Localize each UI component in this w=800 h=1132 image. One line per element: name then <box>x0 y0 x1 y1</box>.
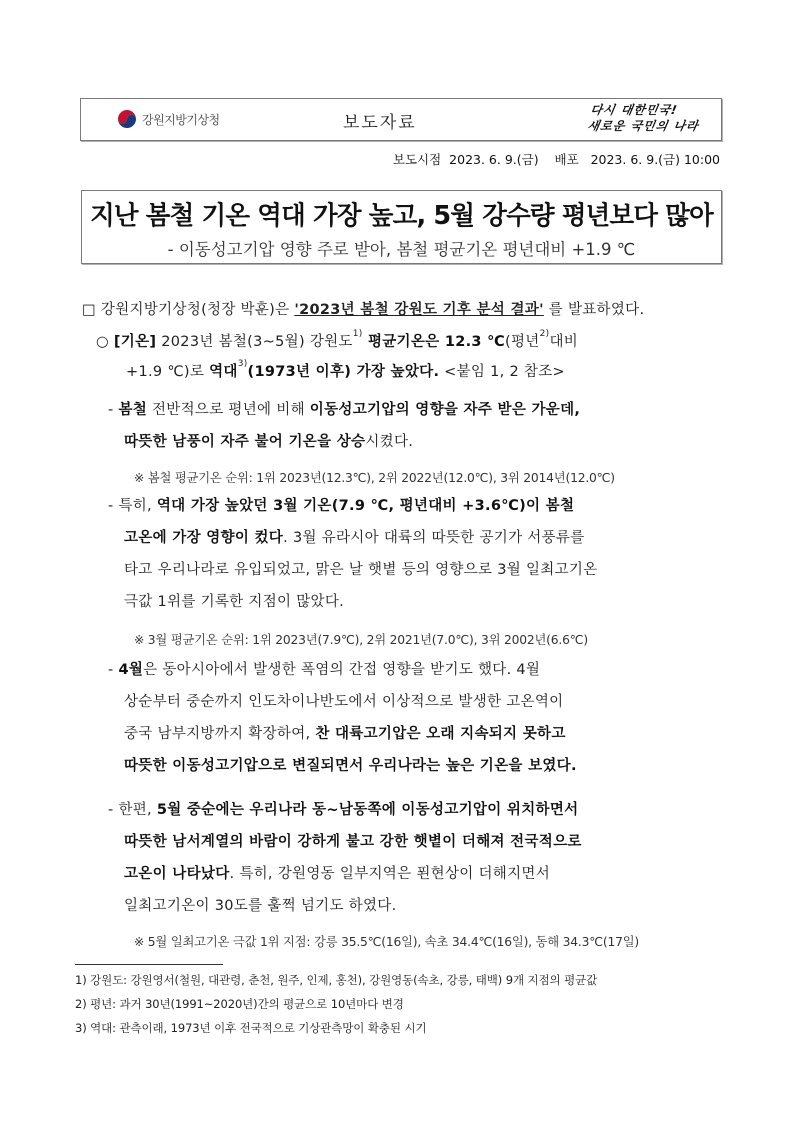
report-time-label: 보도시점 <box>392 152 442 167</box>
detail-item-4-note: ※ 5월 일최고기온 극값 1위 지점: 강릉 35.5℃(16일), 속초 34.4℃(16일), 동해 34.3℃(17일) <box>134 935 639 949</box>
subheadline: - 이동성고기압 영향 주로 받아, 봄철 평균기온 평년대비 +1.9 ℃ <box>167 240 636 259</box>
detail-item-4-line-4: 일최고기온이 30도를 훌쩍 넘기도 하였다. <box>124 898 397 914</box>
report-time-value: 2023. 6. 9.(금) <box>449 152 539 167</box>
detail-item-2-line-3: 타고 우리나라로 유입되었고, 맑은 날 햇볕 등의 영향으로 3월 일최고기온 <box>124 562 598 578</box>
detail-item-3-line-3: 중국 남부지방까지 확장하여, 찬 대륙고기압은 오래 지속되지 못하고 <box>124 726 566 742</box>
detail-item-2-line-1: - 특히, 역대 가장 높았던 3월 기온(7.9 ℃, 평년대비 +3.6℃)이 봄철 <box>108 498 575 514</box>
document-type: 보도자료 <box>343 113 417 133</box>
detail-item-1-line-1: - 봄철 전반적으로 평년에 비해 이동성고기압의 영향을 자주 받은 가운데, <box>108 402 581 418</box>
distribute-value: 2023. 6. 9.(금) 10:00 <box>590 152 720 167</box>
detail-item-4-line-3: 고온이 나타났다. 특히, 강원영동 일부지역은 푄현상이 더해지면서 <box>124 866 551 882</box>
detail-item-2-line-2: 고온에 가장 영향이 컸다. 3월 유라시아 대륙의 따뜻한 공기가 서풍류를 <box>124 530 585 546</box>
taegeuk-emblem-icon <box>117 109 137 129</box>
detail-item-4-line-2: 따뜻한 남서계열의 바람이 강하게 불고 강한 햇볕이 더해져 전국적으로 <box>124 834 582 850</box>
headline: 지난 봄철 기온 역대 가장 높고, 5월 강수량 평년보다 많아 <box>90 201 713 231</box>
slogan-line-1: 다시 대한민국! <box>589 103 679 117</box>
distribute-label: 배포 <box>554 152 579 167</box>
detail-item-2-line-4: 극값 1위를 기록한 지점이 많았다. <box>124 594 345 610</box>
detail-item-2-note: ※ 3월 평균기온 순위: 1위 2023년(7.9℃), 2위 2021년(7.0℃), 3위 2002년(6.6℃) <box>134 633 588 647</box>
detail-item-1-note: ※ 봄철 평균기온 순위: 1위 2023년(12.3℃), 2위 2022년(12.0℃), 3위 2014년(12.0℃) <box>134 471 615 485</box>
square-bullet: □ <box>82 302 96 318</box>
headline-box <box>81 190 722 264</box>
press-release-header <box>80 98 722 141</box>
temperature-section-line-1: ○ [기온] 2023년 봄철(3~5월) 강원도$^{1)}$ 평균기온은 12.3 ℃(평년$^{2)}$대비 <box>96 329 579 350</box>
footnote-3: 3) 역대: 관측이래, 1973년 이후 전국적으로 기상관측망이 확충된 시기 <box>75 1021 427 1035</box>
section-tag: [기온] <box>113 334 157 350</box>
temperature-section-line-2: +1.9 ℃)로 역대$^{3)}$(1973년 이후) 가장 높았다. <붙임 1, 2 참조> <box>126 359 565 380</box>
detail-item-3-line-2: 상순부터 중순까지 인도차이나반도에서 이상적으로 발생한 고온역이 <box>124 694 564 710</box>
footnote-2: 2) 평년: 과거 30년(1991~2020년)간의 평균으로 10년마다 변경 <box>75 997 404 1011</box>
footnote-1: 1) 강원도: 강원영서(철원, 대관령, 춘천, 원주, 인제, 홍천), 강원영동(속초, 강릉, 태백) 9개 지점의 평균값 <box>75 973 598 987</box>
intro-paragraph: □ 강원지방기상청(청장 박훈)은 '2023년 봄철 강원도 기후 분석 결과' 를 발표하였다. <box>82 302 645 318</box>
detail-item-3-line-1: - 4월은 동아시아에서 발생한 폭염의 간접 영향을 받기도 했다. 4월 <box>108 662 541 678</box>
detail-item-1-line-2: 따뜻한 남풍이 자주 불어 기온을 상승시켰다. <box>124 434 414 450</box>
footnote-separator <box>75 964 223 965</box>
detail-item-4-line-1: - 한편, 5월 중순에는 우리나라 동~남동쪽에 이동성고기압이 위치하면서 <box>108 802 579 818</box>
release-timing <box>80 150 720 168</box>
detail-item-3-line-4: 따뜻한 이동성고기압으로 변질되면서 우리나라는 높은 기온을 보였다. <box>124 758 577 774</box>
agency-name: 강원지방기상청 <box>142 112 220 127</box>
circle-bullet: ○ <box>96 334 109 350</box>
government-slogan <box>586 102 712 134</box>
slogan-line-2: 새로운 국민의 나라 <box>586 119 700 133</box>
agency-logo <box>117 109 220 129</box>
report-title: '2023년 봄철 강원도 기후 분석 결과' <box>294 302 544 318</box>
